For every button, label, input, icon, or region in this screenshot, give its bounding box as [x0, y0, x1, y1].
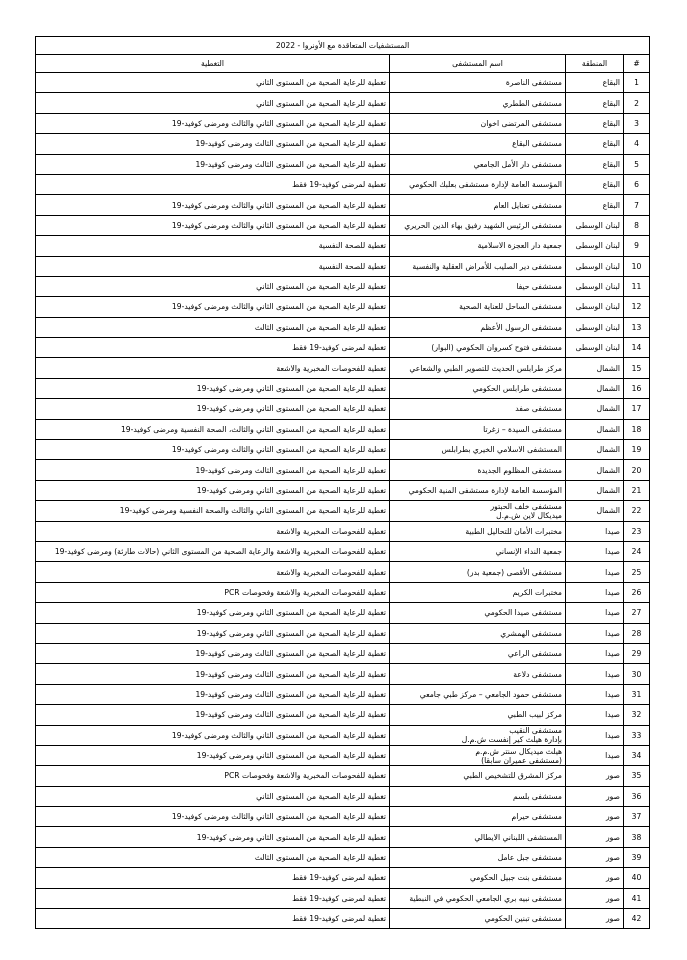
row-hospital: مستشفى الهمشري	[390, 623, 566, 643]
table-body	[36, 73, 650, 929]
row-coverage: تغطية للرعاية الصحية من المستوى الثالث ومرضى كوفيد-19	[36, 664, 390, 684]
table-row	[36, 73, 650, 93]
row-hospital: مستشفى المظلوم الجديدة	[390, 460, 566, 480]
row-coverage: تغطية للرعاية الصحية من المستوى الثاني ومرضى كوفيد-19	[36, 378, 390, 398]
row-coverage: تغطية للرعاية الصحية من المستوى الثالث ومرضى كوفيد-19	[36, 643, 390, 663]
hospital-name-line: (مستشفى عميران سابقا)	[481, 755, 562, 765]
row-coverage: تغطية للرعاية الصحية من المستوى الثاني والثالث ومرضى كوفيد-19	[36, 195, 390, 215]
row-hospital: مستشفى بنت جبيل الحكومي	[390, 868, 566, 888]
row-coverage: تغطية للرعاية الصحية من المستوى الثاني	[36, 786, 390, 806]
row-region: صور	[566, 807, 624, 827]
row-region: صيدا	[566, 725, 624, 745]
row-number: 11	[624, 276, 650, 296]
row-coverage: تغطية للرعاية الصحية من المستوى الثاني والثالث ومرضى كوفيد-19	[36, 807, 390, 827]
row-coverage: تغطية للصحة النفسية	[36, 236, 390, 256]
row-region: صيدا	[566, 541, 624, 561]
table-row	[36, 745, 650, 765]
row-region: الشمال	[566, 480, 624, 500]
row-hospital	[390, 501, 566, 521]
row-region: صيدا	[566, 582, 624, 602]
table-row	[36, 134, 650, 154]
row-coverage: تغطية لمرضى كوفيد-19 فقط	[36, 174, 390, 194]
row-number: 41	[624, 888, 650, 908]
row-number: 31	[624, 684, 650, 704]
row-region: البقاع	[566, 195, 624, 215]
table-row	[36, 215, 650, 235]
row-coverage: تغطية للفحوصات المخبرية والاشعة	[36, 521, 390, 541]
table-row	[36, 684, 650, 704]
row-hospital: مستشفى تعنايل العام	[390, 195, 566, 215]
table-row	[36, 705, 650, 725]
row-region: صيدا	[566, 684, 624, 704]
row-hospital: مستشفى طرابلس الحكومي	[390, 378, 566, 398]
row-hospital: مستشفى السيدة – زغرتا	[390, 419, 566, 439]
row-coverage: تغطية للرعاية الصحية من المستوى الثاني والثالث ومرضى كوفيد-19	[36, 725, 390, 745]
row-region: صيدا	[566, 603, 624, 623]
row-hospital	[390, 745, 566, 765]
row-number: 14	[624, 338, 650, 358]
row-coverage: تغطية للرعاية الصحية من المستوى الثالث ومرضى كوفيد-19	[36, 460, 390, 480]
table-row	[36, 807, 650, 827]
row-region: صيدا	[566, 664, 624, 684]
row-hospital: مستشفى الططري	[390, 93, 566, 113]
row-number: 38	[624, 827, 650, 847]
table-row	[36, 113, 650, 133]
table-row	[36, 623, 650, 643]
table-row	[36, 399, 650, 419]
table-row	[36, 664, 650, 684]
row-number: 27	[624, 603, 650, 623]
row-number: 2	[624, 93, 650, 113]
row-region: صيدا	[566, 643, 624, 663]
hospital-name-line: مستشفى خلف الحبتور	[490, 501, 562, 511]
row-region: الشمال	[566, 419, 624, 439]
row-number: 16	[624, 378, 650, 398]
header-region: المنطقة	[566, 55, 624, 73]
row-hospital: مستشفى بلسم	[390, 786, 566, 806]
table-row	[36, 440, 650, 460]
row-hospital: مستشفى دلاعة	[390, 664, 566, 684]
row-hospital: جمعية النداء الإنساني	[390, 541, 566, 561]
row-coverage: تغطية للرعاية الصحية من المستوى الثالث ومرضى كوفيد-19	[36, 134, 390, 154]
table-row	[36, 643, 650, 663]
row-hospital: مستشفى تبنين الحكومي	[390, 909, 566, 929]
row-hospital: مختبرات الأمان للتحاليل الطبية	[390, 521, 566, 541]
table-row	[36, 256, 650, 276]
row-hospital: مستشفى دار الأمل الجامعي	[390, 154, 566, 174]
row-coverage: تغطية للرعاية الصحية من المستوى الثاني والثالث ومرضى كوفيد-19	[36, 297, 390, 317]
row-number: 24	[624, 541, 650, 561]
row-region: صيدا	[566, 745, 624, 765]
row-number: 19	[624, 440, 650, 460]
row-region: صور	[566, 786, 624, 806]
row-number: 4	[624, 134, 650, 154]
row-coverage: تغطية لمرضى كوفيد-19 فقط	[36, 338, 390, 358]
row-region: صور	[566, 909, 624, 929]
row-region: البقاع	[566, 134, 624, 154]
row-number: 17	[624, 399, 650, 419]
row-coverage: تغطية للرعاية الصحية من المستوى الثاني ومرضى كوفيد-19	[36, 603, 390, 623]
hospital-name-line: هيلث ميديكال سنتر ش.م.م	[475, 746, 562, 756]
row-coverage: تغطية للفحوصات المخبرية والاشعة والرعاية الصحية من المستوى الثاني (حالات طارئة) ومرضى كوفيد-19	[36, 541, 390, 561]
row-coverage: تغطية للرعاية الصحية من المستوى الثاني ومرضى كوفيد-19	[36, 745, 390, 765]
row-coverage: تغطية للرعاية الصحية من المستوى الثاني والثالث ومرضى كوفيد-19	[36, 440, 390, 460]
row-coverage: تغطية للرعاية الصحية من المستوى الثالث	[36, 847, 390, 867]
row-region: البقاع	[566, 113, 624, 133]
row-hospital: جمعية دار العجزة الاسلامية	[390, 236, 566, 256]
table-row	[36, 338, 650, 358]
table-row	[36, 868, 650, 888]
row-number: 26	[624, 582, 650, 602]
row-region: لبنان الوسطى	[566, 236, 624, 256]
row-number: 21	[624, 480, 650, 500]
row-hospital: مستشفى الساحل للعناية الصحية	[390, 297, 566, 317]
row-number: 12	[624, 297, 650, 317]
table-row	[36, 297, 650, 317]
table-row	[36, 480, 650, 500]
row-hospital: مستشفى الراعي	[390, 643, 566, 663]
row-coverage: تغطية للرعاية الصحية من المستوى الثالث ومرضى كوفيد-19	[36, 154, 390, 174]
row-region: صيدا	[566, 521, 624, 541]
row-region: البقاع	[566, 73, 624, 93]
row-region: لبنان الوسطى	[566, 297, 624, 317]
row-hospital: مستشفى دير الصليب للأمراض العقلية والنفسية	[390, 256, 566, 276]
row-hospital: المؤسسة العامة لإدارة مستشفى المنية الحكومي	[390, 480, 566, 500]
row-region: البقاع	[566, 174, 624, 194]
row-region: الشمال	[566, 501, 624, 521]
row-hospital: مستشفى صيدا الحكومي	[390, 603, 566, 623]
row-coverage: تغطية للرعاية الصحية من المستوى الثاني	[36, 93, 390, 113]
row-coverage: تغطية لمرضى كوفيد-19 فقط	[36, 888, 390, 908]
row-number: 29	[624, 643, 650, 663]
row-hospital: مستشفى الأقصى (جمعية بدر)	[390, 562, 566, 582]
row-number: 30	[624, 664, 650, 684]
row-coverage: تغطية للرعاية الصحية من المستوى الثاني والثالث والصحة النفسية ومرضى كوفيد-19	[36, 501, 390, 521]
row-region: الشمال	[566, 358, 624, 378]
row-hospital: مستشفى نبيه بري الجامعي الحكومي في النبطية	[390, 888, 566, 908]
header-hospital: اسم المستشفى	[390, 55, 566, 73]
hospital-name-line: مستشفى النقيب	[509, 726, 562, 736]
row-hospital: مختبرات الكريم	[390, 582, 566, 602]
row-region: صيدا	[566, 705, 624, 725]
row-number: 8	[624, 215, 650, 235]
row-number: 18	[624, 419, 650, 439]
row-region: صيدا	[566, 562, 624, 582]
row-hospital: مستشفى حمود الجامعي – مركز طبي جامعي	[390, 684, 566, 704]
row-number: 34	[624, 745, 650, 765]
row-number: 9	[624, 236, 650, 256]
table-row	[36, 501, 650, 521]
row-coverage: تغطية للرعاية الصحية من المستوى الثالث ومرضى كوفيد-19	[36, 705, 390, 725]
row-coverage: تغطية للفحوصات المخبرية والاشعة وفحوصات PCR	[36, 766, 390, 786]
row-hospital: المستشفى الاسلامي الخيري بطرابلس	[390, 440, 566, 460]
table-row	[36, 276, 650, 296]
table-row	[36, 786, 650, 806]
row-number: 28	[624, 623, 650, 643]
row-number: 20	[624, 460, 650, 480]
row-hospital: مستشفى حيفا	[390, 276, 566, 296]
row-region: صور	[566, 868, 624, 888]
row-region: صيدا	[566, 623, 624, 643]
row-coverage: تغطية للرعاية الصحية من المستوى الثاني ومرضى كوفيد-19	[36, 827, 390, 847]
row-number: 37	[624, 807, 650, 827]
header-number: #	[624, 55, 650, 73]
table-row	[36, 174, 650, 194]
table-row	[36, 582, 650, 602]
table-row	[36, 460, 650, 480]
row-coverage: تغطية للرعاية الصحية من المستوى الثاني ومرضى كوفيد-19	[36, 623, 390, 643]
row-coverage: تغطية للرعاية الصحية من المستوى الثالث	[36, 317, 390, 337]
row-coverage: تغطية للرعاية الصحية من المستوى الثاني ومرضى كوفيد-19	[36, 480, 390, 500]
row-region: لبنان الوسطى	[566, 338, 624, 358]
row-hospital: مستشفى الرئيس الشهيد رفيق بهاء الدين الحريري	[390, 215, 566, 235]
row-region: صور	[566, 847, 624, 867]
row-region: الشمال	[566, 460, 624, 480]
row-hospital	[390, 725, 566, 745]
row-number: 13	[624, 317, 650, 337]
row-number: 32	[624, 705, 650, 725]
row-number: 35	[624, 766, 650, 786]
row-hospital: مستشفى الناصرة	[390, 73, 566, 93]
hospitals-table	[35, 36, 650, 929]
table-row	[36, 521, 650, 541]
table-row	[36, 236, 650, 256]
table-row	[36, 419, 650, 439]
row-coverage: تغطية لمرضى كوفيد-19 فقط	[36, 909, 390, 929]
row-number: 25	[624, 562, 650, 582]
row-region: لبنان الوسطى	[566, 276, 624, 296]
row-hospital: مستشفى حيرام	[390, 807, 566, 827]
row-hospital: مستشفى المرتضى اخوان	[390, 113, 566, 133]
row-region: الشمال	[566, 440, 624, 460]
row-coverage: تغطية للرعاية الصحية من المستوى الثاني والثالث ومرضى كوفيد-19	[36, 113, 390, 133]
table-row	[36, 827, 650, 847]
table-row	[36, 725, 650, 745]
row-region: الشمال	[566, 378, 624, 398]
row-number: 33	[624, 725, 650, 745]
row-coverage: تغطية للرعاية الصحية من المستوى الثاني	[36, 276, 390, 296]
row-coverage: تغطية للصحة النفسية	[36, 256, 390, 276]
header-coverage: التغطية	[36, 55, 390, 73]
table-row	[36, 766, 650, 786]
hospital-name-line: بإدارة هيلث كير إنفست ش.م.ل	[461, 735, 562, 745]
row-coverage: تغطية للفحوصات المخبرية والاشعة	[36, 562, 390, 582]
row-coverage: تغطية للفحوصات المخبرية والاشعة وفحوصات PCR	[36, 582, 390, 602]
row-number: 36	[624, 786, 650, 806]
row-region: لبنان الوسطى	[566, 317, 624, 337]
row-region: صور	[566, 827, 624, 847]
row-number: 7	[624, 195, 650, 215]
table-row	[36, 195, 650, 215]
row-coverage: تغطية للفحوصات المخبرية والاشعة	[36, 358, 390, 378]
row-coverage: تغطية للرعاية الصحية من المستوى الثاني	[36, 73, 390, 93]
row-region: لبنان الوسطى	[566, 256, 624, 276]
row-hospital: مستشفى فتوح كسروان الحكومي (البوار)	[390, 338, 566, 358]
table-row	[36, 317, 650, 337]
row-number: 40	[624, 868, 650, 888]
row-hospital: مركز طرابلس الحديث للتصوير الطبي والشعاعي	[390, 358, 566, 378]
row-region: لبنان الوسطى	[566, 215, 624, 235]
row-hospital: المستشفى اللبناني الايطالي	[390, 827, 566, 847]
row-number: 5	[624, 154, 650, 174]
table-row	[36, 378, 650, 398]
row-hospital: مستشفى جبل عامل	[390, 847, 566, 867]
table-title: المستشفيات المتعاقدة مع الأونروا - 2022	[36, 37, 650, 55]
row-number: 1	[624, 73, 650, 93]
row-number: 3	[624, 113, 650, 133]
row-hospital: مركز لبيب الطبي	[390, 705, 566, 725]
table-title-row	[36, 37, 650, 55]
row-number: 42	[624, 909, 650, 929]
row-hospital: المؤسسة العامة لإدارة مستشفى بعلبك الحكومي	[390, 174, 566, 194]
row-region: صور	[566, 888, 624, 908]
row-region: البقاع	[566, 154, 624, 174]
table-row	[36, 888, 650, 908]
row-hospital: مستشفى الرسول الأعظم	[390, 317, 566, 337]
row-region: الشمال	[566, 399, 624, 419]
row-number: 22	[624, 501, 650, 521]
table-row	[36, 541, 650, 561]
table-row	[36, 847, 650, 867]
row-number: 23	[624, 521, 650, 541]
row-coverage: تغطية للرعاية الصحية من المستوى الثاني والثالث ومرضى كوفيد-19	[36, 215, 390, 235]
row-number: 6	[624, 174, 650, 194]
row-hospital: مستشفى صفد	[390, 399, 566, 419]
table-row	[36, 358, 650, 378]
hospital-name-line: ميديكال لاين ش.م.ل	[496, 510, 562, 520]
table-row	[36, 909, 650, 929]
table-row	[36, 603, 650, 623]
row-hospital: مركز المشرق للتشخيص الطبي	[390, 766, 566, 786]
row-region: البقاع	[566, 93, 624, 113]
table-row	[36, 154, 650, 174]
row-number: 39	[624, 847, 650, 867]
row-coverage: تغطية للرعاية الصحية من المستوى الثاني والثالث، الصحة النفسية ومرضى كوفيد-19	[36, 419, 390, 439]
row-region: صور	[566, 766, 624, 786]
row-number: 10	[624, 256, 650, 276]
row-coverage: تغطية للرعاية الصحية من المستوى الثالث ومرضى كوفيد-19	[36, 684, 390, 704]
row-coverage: تغطية للرعاية الصحية من المستوى الثاني ومرضى كوفيد-19	[36, 399, 390, 419]
table-row	[36, 562, 650, 582]
row-coverage: تغطية لمرضى كوفيد-19 فقط	[36, 868, 390, 888]
row-hospital: مستشفى البقاع	[390, 134, 566, 154]
table-row	[36, 93, 650, 113]
row-number: 15	[624, 358, 650, 378]
table-header-row	[36, 55, 650, 73]
